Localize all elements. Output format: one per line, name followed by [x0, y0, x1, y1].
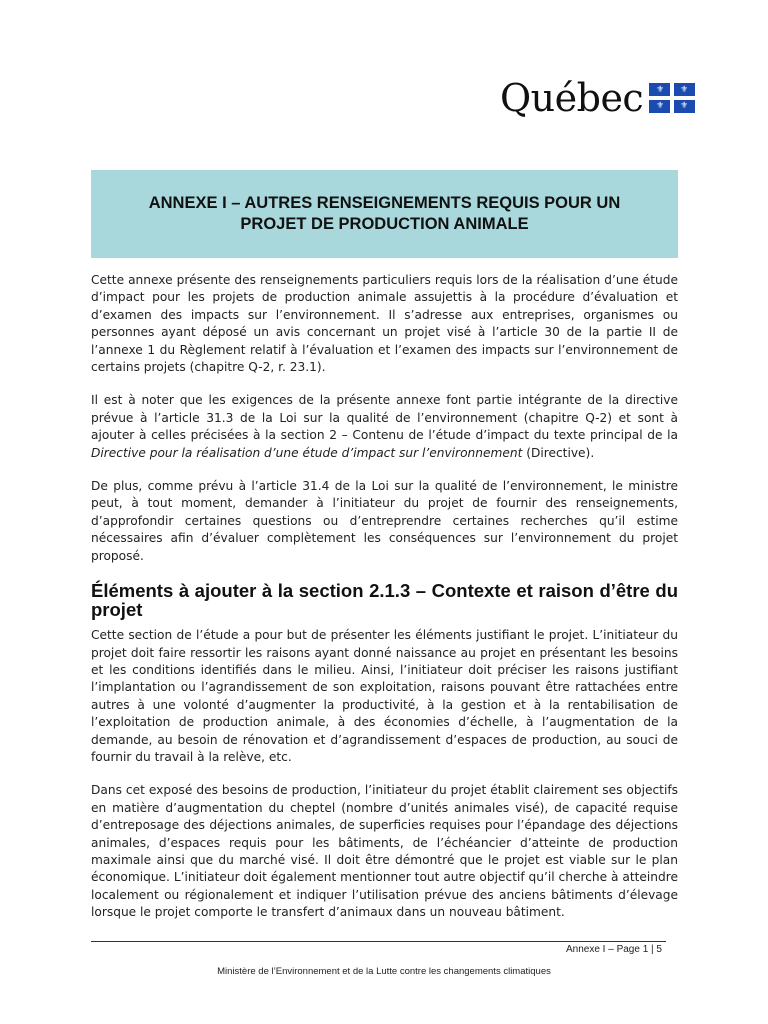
ministry-footer: Ministère de l’Environnement et de la Lutte contre les changements climatiques — [217, 966, 551, 977]
annex-title-banner — [91, 170, 678, 258]
paragraph-directive — [91, 392, 678, 462]
paragraph-directive-text-end: (Directive). — [522, 445, 595, 460]
paragraph-intro: Cette annexe présente des renseignements particuliers requis lors de la réalisation d’une étude d’impact pour les projets de production animale assujettis à la procédure d’évaluation et d’examen des impacts sur l’environnement. Il s’adresse aux entreprises, organismes ou personnes ayant déposé un avis concernant un projet visé à l’article 30 de la partie II de l’annexe 1 du Règlement relatif à l’évaluation et l’examen des impacts sur l’environnement de certains projets (chapitre Q-2, r. 23.1). — [91, 273, 678, 375]
fleurdelise-flag-icon — [649, 83, 695, 113]
fleur-de-lis-icon: ⚜ — [656, 101, 665, 111]
annex-title: ANNEXE I – AUTRES RENSEIGNEMENTS REQUIS POUR UN PROJET DE PRODUCTION ANIMALE — [148, 194, 621, 233]
logo-wordmark: Québec — [500, 76, 644, 120]
fleur-de-lis-icon: ⚜ — [680, 101, 689, 111]
fleur-de-lis-icon: ⚜ — [656, 85, 665, 95]
page-number: Annexe I – Page 1 | 5 — [565, 944, 662, 955]
document-body — [91, 272, 678, 938]
fleur-de-lis-icon: ⚜ — [680, 85, 689, 95]
quebec-logo — [500, 76, 695, 120]
paragraph-minister: De plus, comme prévu à l’article 31.4 de la Loi sur la qualité de l’environnement, le ministre peut, à tout moment, demander à l’initiateur du projet de fournir des renseignements, d’approfondir certaines questions ou d’entreprendre certaines recherches qu’il estime nécessaires afin d’évaluer complètement les conséquences sur l’environnement du projet proposé. — [91, 479, 678, 563]
paragraph-context: Cette section de l’étude a pour but de présenter les éléments justifiant le projet. L’initiateur du projet doit faire ressortir les raisons ayant donné naissance au projet en présentant les besoins et les conditions identifiés dans le milieu. Ainsi, l’initiateur doit préciser les raisons justifiant l’implantation ou l’agrandissement de son exploitation, raisons pouvant être rattachées entre autres à une volonté d’augmenter la productivité, à la gestion et à la rentabilisation de l’exploitation de production animale, à des économies d’échelle, à l’augmentation de la demande, au besoin de rénovation et d’agrandissement d’espaces de production, au souci de fournir du travail à la relève, etc. — [91, 628, 678, 764]
flag-cross-horizontal — [649, 96, 695, 100]
footer-divider — [91, 941, 666, 942]
directive-title-italic: Directive pour la réalisation d’une étude d’impact sur l’environnement — [91, 445, 523, 460]
paragraph-directive-text-start: Il est à noter que les exigences de la présente annexe font partie intégrante de la directive prévue à l’article 31.3 de la Loi sur la qualité de l’environnement (chapitre Q-2) et sont à ajouter à celles précisées à la section 2 – Contenu de l’étude d’impact du texte principal de la — [91, 393, 678, 443]
paragraph-objectives: Dans cet exposé des besoins de production, l’initiateur du projet établit clairement ses objectifs en matière d’augmentation du cheptel (nombre d’unités animales visé), de capacité requise d’entreposage des déjections animales, de superficies requises pour l’épandage des déjections animales, d’espaces requis pour les bâtiments, de l’échéancier d’atteinte de production maximale ainsi que du marché visé. Il doit être démontré que le projet est viable sur le plan économique. L’initiateur doit également mentionner tout autre objectif qu’il cherche à atteindre localement ou régionalement et indiquer l’utilisation prévue des anciens bâtiments d’élevage lorsque le projet comporte le transfert d’animaux dans un nouveau bâtiment. — [91, 783, 678, 920]
section-heading: Éléments à ajouter à la section 2.1.3 – Contexte et raison d’être du projet — [91, 580, 678, 621]
